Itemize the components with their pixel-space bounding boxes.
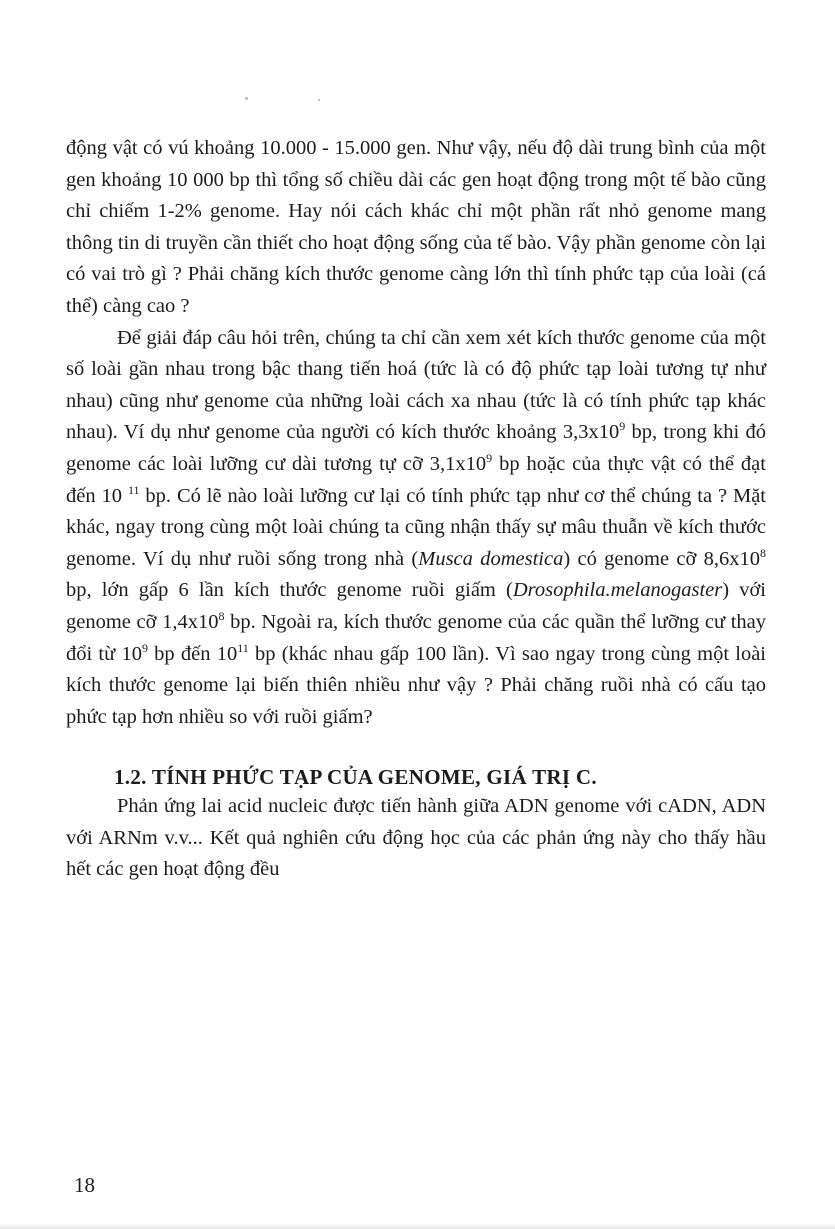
paragraph-1: động vật có vú khoảng 10.000 - 15.000 gen. Như vậy, nếu độ dài trung bình của một gen khoảng 10 000 bp thì tổng số chiều dài các gen hoạt động trong một tế bào cũng chỉ chiếm 1-2% genome. Hay nói cách khác chỉ một phần rất nhỏ genome mang thông tin di truyền cần thiết cho hoạt động sống của tế bào. Vậy phần genome còn lại có vai trò gì ? Phải chăng kích thước genome càng lớn thì tính phức tạp của loài (cá thể) càng cao ? — [66, 137, 766, 317]
scan-speck — [245, 97, 248, 100]
species-name: Drosophila.melanogaster — [512, 579, 723, 602]
page-number: 18 — [74, 1173, 95, 1197]
section-heading: 1.2. TÍNH PHỨC TẠP CỦA GENOME, GIÁ TRỊ C. — [114, 765, 597, 790]
species-name: Musca domestica — [418, 547, 564, 570]
paragraph-3: Phản ứng lai acid nucleic được tiến hành giữa ADN genome với cADN, ADN với ARNm v.v... Kết quả nghiên cứu động học của các phản ứng này cho thấy hầu hết các gen hoạt động đều — [66, 795, 766, 881]
page-edge — [0, 1223, 835, 1229]
paragraph-2: Để giải đáp câu hỏi trên, chúng ta chỉ cần xem xét kích thước genome của một số loài gần nhau trong bậc thang tiến hoá (tức là có độ phức tạp loài tương tự như nhau) cũng như genome của những loài cách xa nhau (tức là có tính phức tạp khác nhau). Ví dụ như genome của người có kích thước khoảng $3,3x10^9$ bp, trong khi đó genome các loài lưỡng cư dài tương tự cỡ $3,1x10^9$ bp hoặc của thực vật có thể đạt đến 10 $^{11}$ bp. Có lẽ nào loài lưỡng cư lại có tính phức tạp như cơ thể chúng ta ? Mặt khác, ngay trong cùng một loài chúng ta cũng nhận thấy sự mâu thuẫn về kích thước genome. Ví dụ như ruồi sống trong nhà (Musca domestica) có genome cỡ $8,6x10^8$ bp, lớn gấp 6 lần kích thước genome ruồi giấm (Drosophila.melanogaster) với genome cỡ $1,4x10^8$ bp. Ngoài ra, kích thước genome của các quần thể lưỡng cư thay đổi từ $10^9$ bp đến $10^{11}$ bp (khác nhau gấp 100 lần). Vì sao ngay trong cùng một loài kích thước genome lại biến thiên nhiều như vậy ? Phải chăng ruồi nhà có cấu tạo phức tạp hơn nhiều so với ruồi giấm? — [66, 326, 766, 728]
page-body — [66, 133, 766, 886]
scan-speck — [318, 99, 320, 101]
